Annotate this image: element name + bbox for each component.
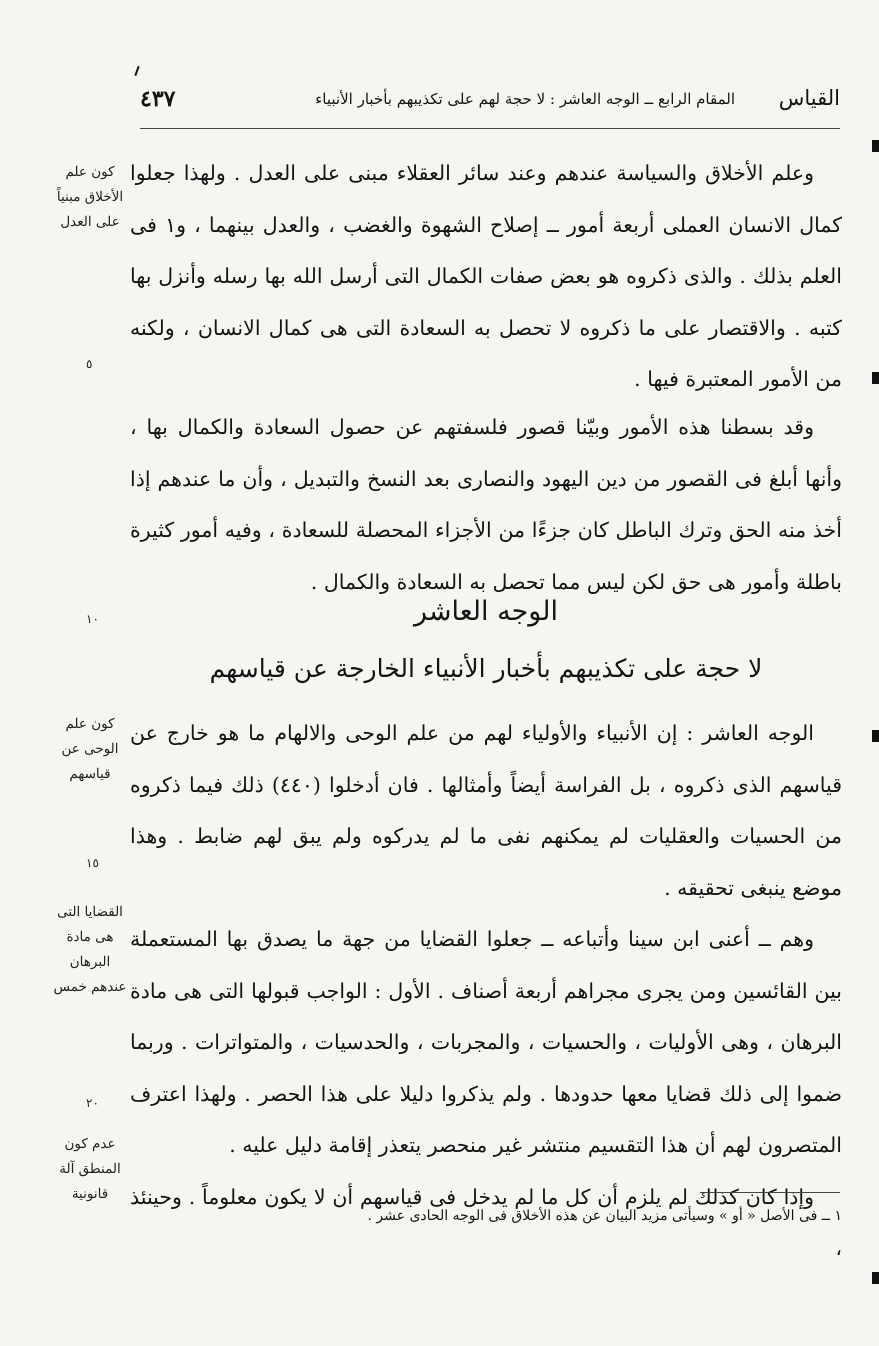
section-title: القياس xyxy=(778,86,840,110)
edge-mark xyxy=(872,1272,879,1284)
paragraph-5: وإذا كان كذلك لم يلزم أن كل ما لم يدخل فى قياسهم أن لا يكون معلوماً . وحينئذ ، xyxy=(130,1184,842,1260)
header-rule xyxy=(140,128,840,129)
ink-mark xyxy=(134,66,139,76)
running-header xyxy=(140,86,840,126)
paragraph-3: الوجه العاشر : إن الأنبياء والأولياء لهم من علم الوحى والالهام ما هو خارج عن قياسهم الذى ذكروه ، بل الفراسة أيضاً وأمثالها . فان أدخلوا (٤٤٠) ذلك فيما ذكروه من الحسيات والعقليات لم يمكنهم نفى ما لم يدركوه ولم يبق لهم ضابط . وهذا موضع ينبغى تحقيقه . xyxy=(130,721,842,900)
margin-note-2: كون علم الوحى عن قياسهم xyxy=(61,716,119,782)
running-title: المقام الرابع ــ الوجه العاشر : لا حجة لهم على تكذيبهم بأخبار الأنبياء xyxy=(315,90,735,108)
line-number-15: ١٥ xyxy=(86,856,99,870)
paragraph-2: وقد بسطنا هذه الأمور وبيّنا قصور فلسفتهم عن حصول السعادة والكمال بها ، وأنها أبلغ فى القصور من دين اليهود والنصارى بعد النسخ والتبديل ، وأن ما عندهم إذا أخذ منه الحق وترك الباطل كان جزءًا من الأجزاء المحصلة للسعادة ، وفيه أمور كثيرة باطلة وأمور هى حق لكن ليس مما تحصل به السعادة والكمال . xyxy=(130,415,842,594)
text-block-2 xyxy=(130,402,842,608)
edge-mark xyxy=(872,730,879,742)
line-number-10: ١٠ xyxy=(86,612,99,626)
text-block-1 xyxy=(130,148,842,406)
edge-mark xyxy=(872,372,879,384)
paragraph-4: وهم ــ أعنى ابن سينا وأتباعه ــ جعلوا القضايا من جهة ما يصدق بها المستعملة بين القائسين ومن يجرى مجراهم أربعة أصناف . الأول : الواجب قبولها التى هى مادة البرهان ، وهى الأوليات ، والحسيات ، والمجربات ، والحدسيات ، والمتواترات . وربما ضموا إلى ذلك قضايا معها حدودها . ولم يذكروا دليلا على هذا الحصر . ولهذا اعترف المتصرون لهم أن هذا التقسيم منتشر غير منحصر يتعذر إقامة دليل عليه . xyxy=(130,927,842,1157)
line-number-20: ٢٠ xyxy=(86,1096,99,1110)
section-subheading: لا حجة على تكذيبهم بأخبار الأنبياء الخارجة عن قياسهم xyxy=(209,654,763,683)
footnote-rule xyxy=(700,1192,840,1193)
section-heading: الوجه العاشر xyxy=(414,596,558,627)
text-block-3 xyxy=(130,708,842,1275)
page-number: ٤٣٧ xyxy=(140,86,176,112)
margin-note-4: عدم كون المنطق آلة قانونية xyxy=(59,1136,121,1202)
margin-note-3: القضايا التى هى مادة البرهان عندهم خمس xyxy=(53,904,127,995)
line-number-5: ٥ xyxy=(86,357,93,371)
edge-mark xyxy=(872,140,879,152)
footnote: ١ ــ فى الأصل « أو » وسيأتى مزيد البيان عن هذه الأخلاق فى الوجه الحادى عشر . xyxy=(367,1208,842,1224)
paragraph-1: وعلم الأخلاق والسياسة عندهم وعند سائر العقلاء مبنى على العدل . ولهذا جعلوا كمال الانسان العملى أربعة أمور ــ إصلاح الشهوة والغضب ، والعدل بينهما ، و١ فى العلم بذلك . والذى ذكروه هو بعض صفات الكمال التى أرسل الله بها رسله وأنزل بها كتبه . والاقتصار على ما ذكروه لا تحصل به السعادة التى هى كمال الانسان ، ولكنه من الأمور المعتبرة فيها . xyxy=(130,161,842,391)
margin-note-1: كون علم الأخلاق مبنياً على العدل xyxy=(56,164,124,230)
